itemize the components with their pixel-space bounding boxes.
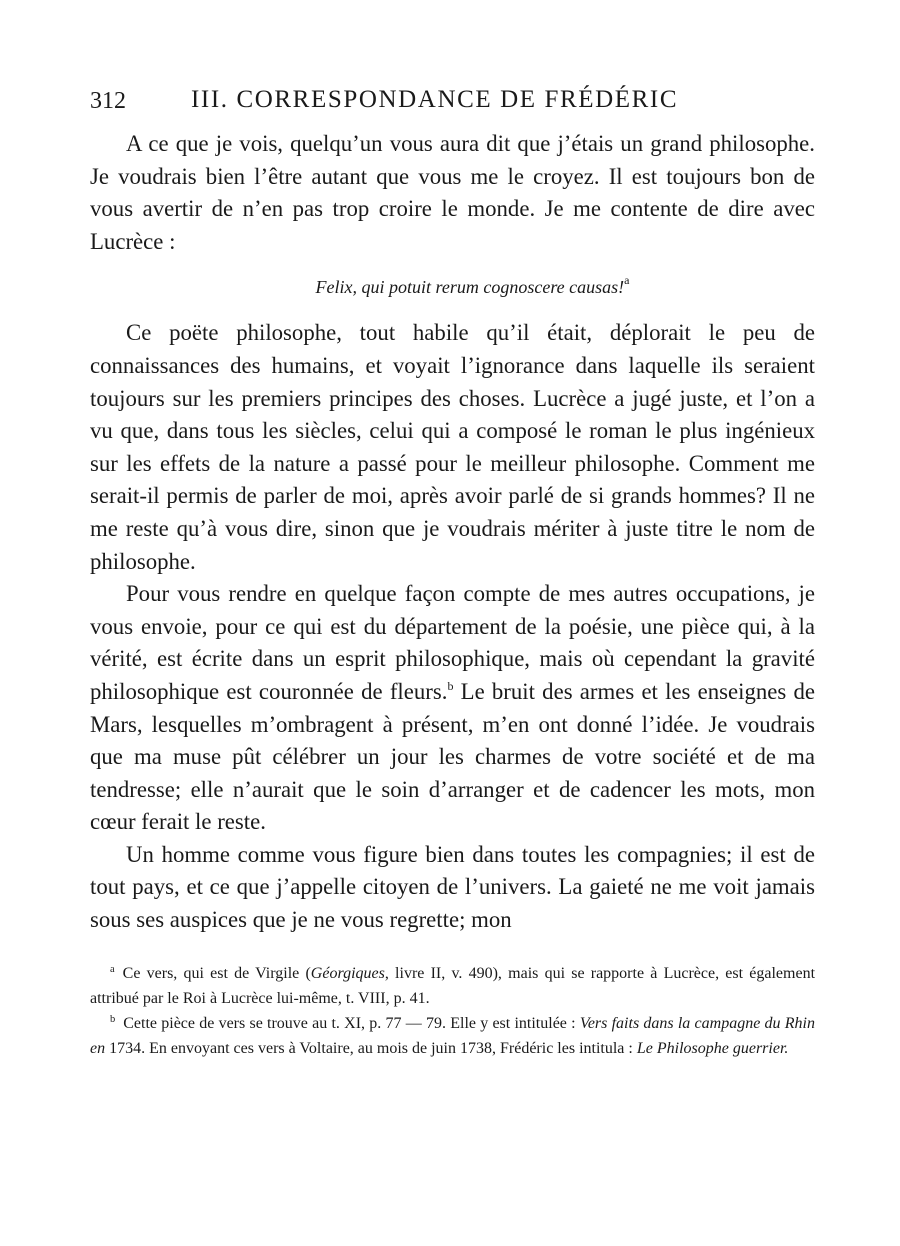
footnote-b-italic-2: Le Philosophe guerrier.	[636, 1039, 789, 1057]
footnote-mark-a: a	[110, 963, 115, 975]
page-number: 312	[90, 88, 126, 114]
footnote-ref-b: b	[447, 678, 454, 693]
footnote-a-text-1: Ce vers, qui est de Virgile (	[122, 964, 311, 982]
paragraph-1: A ce que je vois, quelqu’un vous aura dit que j’étais un grand philosophe. Je voudrais bien l’être autant que vous me le croyez. Il est toujours bon de vous avertir de n’en pas trop croire le monde. Je me contente de dire avec Lucrèce :	[90, 131, 815, 254]
running-head	[90, 84, 815, 124]
footnote-a-text-2: , livre II, v. 490), mais qui se rapporte à Lucrèce, est également attribué par le Roi à Lucrèce lui-même, t. VIII, p. 41.	[90, 964, 816, 1007]
latin-quotation	[90, 275, 815, 299]
paragraph-4: Un homme comme vous figure bien dans toutes les compagnies; il est de tout pays, et ce que j’appelle citoyen de l’univers. La gaieté ne me voit jamais sous ses auspices que je ne vous regrette; mon	[90, 841, 815, 933]
body-text	[90, 128, 815, 937]
paragraph-2: Ce poëte philosophe, tout habile qu’il était, déplorait le peu de connaissances des humains, et voyait l’ignorance dans laquelle ils seraient toujours sur les premiers principes des choses. Lucrèce a jugé juste, et l’on a vu que, dans tous les siècles, celui qui a composé le roman le plus ingénieux sur les effets de la nature a passé pour le meilleur philosophe. Comment me serait-il permis de parler de moi, après avoir parlé de si grands hommes? Il ne me reste qu’à vous dire, sinon que je voudrais mériter à juste titre le nom de philosophe.	[90, 320, 815, 574]
footnote-mark-b: b	[110, 1013, 116, 1025]
paragraph-3-text-b: Le bruit des armes et les enseignes de Mars, lesquelles m’ombragent à présent, m’en ont donné l’idée. Je voudrais que ma muse pût célébrer un jour les charmes de votre société et de ma tendresse; elle n’aurait que le soin d’arranger et de cadencer les mots, mon cœur ferait le reste.	[90, 678, 816, 835]
footnote-b	[90, 1011, 815, 1061]
page	[90, 84, 815, 1061]
footnote-a	[90, 961, 815, 1011]
footnote-a-italic: Géorgiques	[310, 964, 385, 982]
footnote-ref-a: a	[624, 273, 630, 288]
footnote-b-text-1: Cette pièce de vers se trouve au t. XI, p. 77 — 79. Elle y est intitulée :	[123, 1014, 580, 1032]
paragraph-3	[90, 578, 815, 839]
footnote-b-text-2: 1734. En envoyant ces vers à Voltaire, au mois de juin 1738, Frédéric les intitula :	[105, 1039, 637, 1057]
paragraph-3-text-a: Pour vous rendre en quelque façon compte de mes autres occupations, je vous envoie, pour ce qui est du département de la poésie, une pièce qui, à la vérité, est écrite dans un esprit philosophique, mais où cependant la gravité philosophique est couronnée de fleurs.	[90, 581, 815, 704]
footnote-b-italic-1: Vers faits dans la campagne du Rhin en	[90, 1014, 815, 1057]
quotation-text: Felix, qui potuit rerum cognoscere causas!	[315, 277, 625, 298]
footnotes	[90, 961, 815, 1061]
running-title: III. CORRESPONDANCE DE FRÉDÉRIC	[191, 86, 679, 113]
